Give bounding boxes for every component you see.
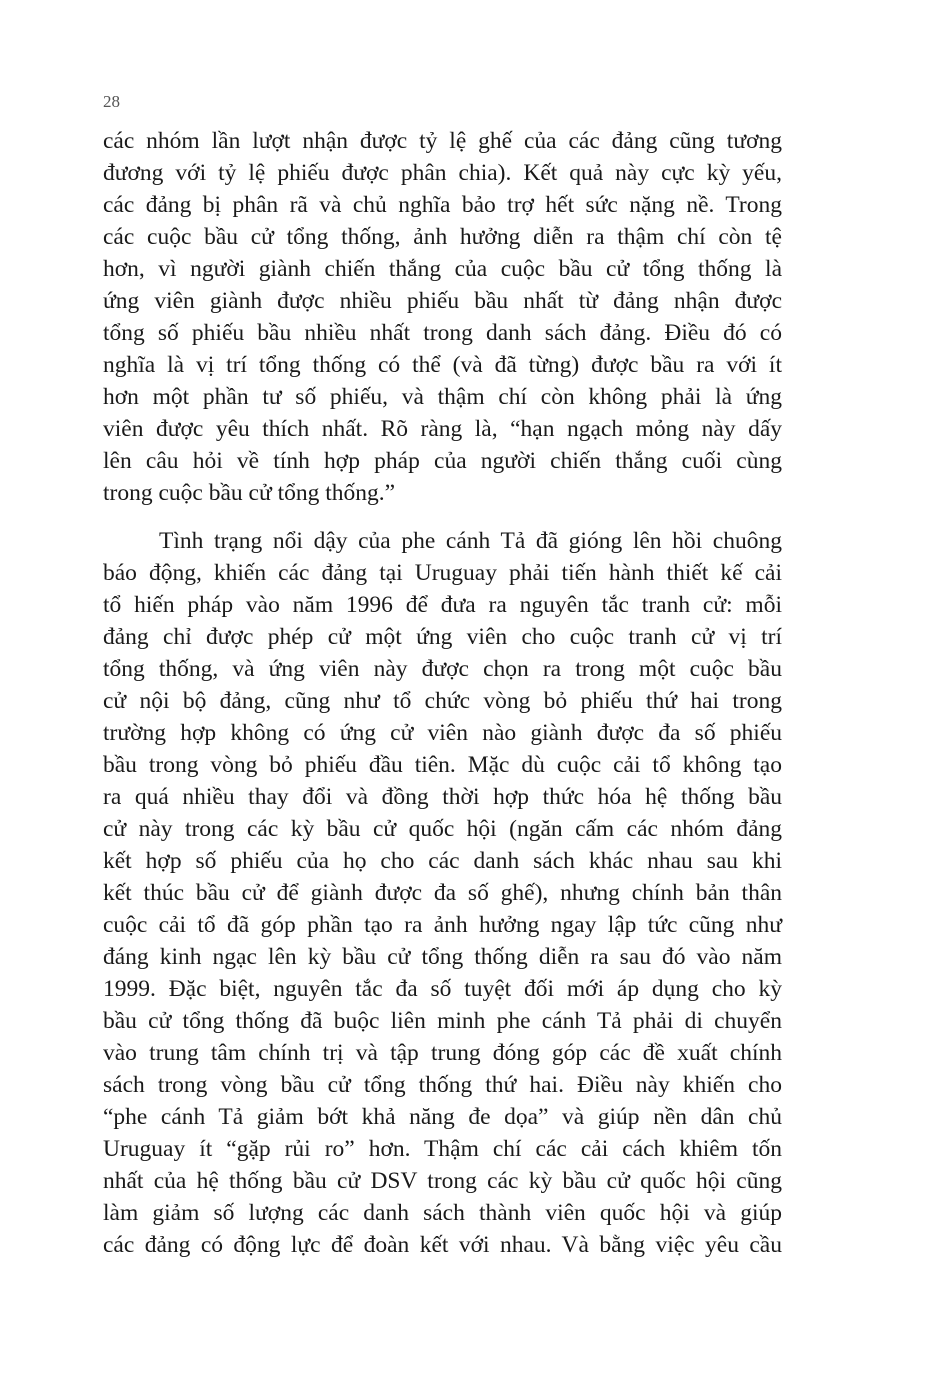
text-line: 1999. Đặc biệt, nguyên tắc đa số tuyệt đối mới áp dụng cho kỳ (103, 976, 782, 1002)
text-line: trong cuộc bầu cử tổng thống.” (103, 480, 396, 506)
text-line: báo động, khiến các đảng tại Uruguay phải tiến hành thiết kế cải (103, 560, 782, 586)
text-line: lên câu hỏi về tính hợp pháp của người chiến thắng cuối cùng (103, 448, 782, 474)
text-line: tổng số phiếu bầu nhiều nhất trong danh sách đảng. Điều đó có (103, 320, 782, 346)
text-line: ứng viên giành được nhiều phiếu bầu nhất từ đảng nhận được (103, 288, 782, 314)
text-line: ra quá nhiều thay đổi và đồng thời hợp thức hóa hệ thống bầu (103, 784, 782, 810)
text-line: kết thúc bầu cử để giành được đa số ghế), nhưng chính bản thân (103, 880, 782, 906)
text-line: viên được yêu thích nhất. Rõ ràng là, “hạn ngạch mỏng này dấy (103, 416, 782, 442)
text-line: đảng chỉ được phép cử một ứng viên cho cuộc tranh cử vị trí (103, 624, 782, 650)
text-line: Tình trạng nổi dậy của phe cánh Tả đã gióng lên hồi chuông (159, 528, 782, 554)
text-line: sách trong vòng bầu cử tổng thống thứ hai. Điều này khiến cho (103, 1072, 782, 1098)
paragraph-2 (103, 525, 782, 1261)
text-line: làm giảm số lượng các danh sách thành viên quốc hội và giúp (103, 1200, 782, 1226)
text-line: hơn, vì người giành chiến thắng của cuộc bầu cử tổng thống là (103, 256, 782, 282)
text-line: kết hợp số phiếu của họ cho các danh sách khác nhau sau khi (103, 848, 782, 874)
text-line: đương với tỷ lệ phiếu được phân chia). Kết quả này cực kỳ yếu, (103, 160, 782, 186)
text-line: cuộc cải tổ đã góp phần tạo ra ảnh hưởng ngay lập tức cũng như (103, 912, 782, 938)
text-line: nghĩa là vị trí tổng thống có thể (và đã từng) được bầu ra với ít (103, 352, 782, 378)
text-line: nhất của hệ thống bầu cử DSV trong các kỳ bầu cử quốc hội cũng (103, 1168, 782, 1194)
text-line: đáng kinh ngạc lên kỳ bầu cử tổng thống diễn ra sau đó vào năm (103, 944, 782, 970)
text-line: các đảng bị phân rã và chủ nghĩa bảo trợ hết sức nặng nề. Trong (103, 192, 782, 218)
text-line: cử nội bộ đảng, cũng như tổ chức vòng bỏ phiếu thứ hai trong (103, 688, 782, 714)
text-line: hơn một phần tư số phiếu, và thậm chí còn không phải là ứng (103, 384, 782, 410)
paragraph-1 (103, 125, 782, 509)
text-line: tổ hiến pháp vào năm 1996 để đưa ra nguyên tắc tranh cử: mỗi (103, 592, 782, 618)
text-line: trường hợp không có ứng cử viên nào giành được đa số phiếu (103, 720, 782, 746)
text-line: bầu trong vòng bỏ phiếu đầu tiên. Mặc dù cuộc cải tổ không tạo (103, 752, 782, 778)
text-line: các cuộc bầu cử tổng thống, ảnh hưởng diễn ra thậm chí còn tệ (103, 224, 782, 250)
text-line: tổng thống, và ứng viên này được chọn ra trong một cuộc bầu (103, 656, 782, 682)
text-line: cử này trong các kỳ bầu cử quốc hội (ngăn cấm các nhóm đảng (103, 816, 782, 842)
text-line: các đảng có động lực để đoàn kết với nhau. Và bằng việc yêu cầu (103, 1232, 782, 1258)
text-line: vào trung tâm chính trị và tập trung đóng góp các đề xuất chính (103, 1040, 782, 1066)
page-number: 28 (103, 92, 120, 111)
text-line: “phe cánh Tả giảm bớt khả năng đe dọa” và giúp nền dân chủ (103, 1104, 782, 1130)
text-line: các nhóm lần lượt nhận được tỷ lệ ghế của các đảng cũng tương (103, 128, 782, 154)
text-line: bầu cử tổng thống đã buộc liên minh phe cánh Tả phải di chuyển (103, 1008, 782, 1034)
text-line: Uruguay ít “gặp rủi ro” hơn. Thậm chí các cải cách khiêm tốn (103, 1136, 782, 1162)
